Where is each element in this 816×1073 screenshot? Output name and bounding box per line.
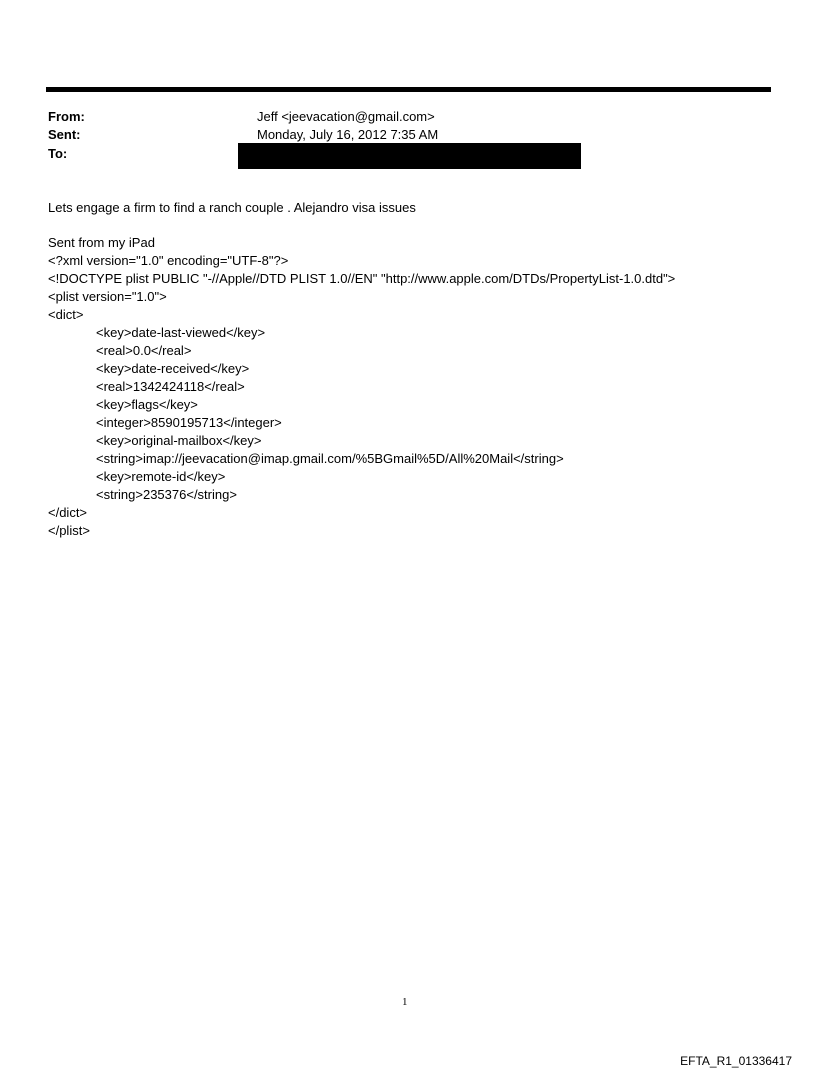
signature-text: Sent from my iPad: [48, 235, 155, 250]
dict-line: <string>235376</string>: [96, 487, 237, 502]
dict-line: <integer>8590195713</integer>: [96, 415, 282, 430]
dict-line: <real>1342424118</real>: [96, 379, 245, 394]
page-number: 1: [402, 996, 408, 1008]
dict-line: <key>date-received</key>: [96, 361, 250, 376]
from-label: From:: [48, 109, 85, 124]
dict-line: <real>0.0</real>: [96, 343, 192, 358]
from-value: Jeff <jeevacation@gmail.com>: [257, 109, 435, 124]
dict-line: <string>imap://jeevacation@imap.gmail.com/%5BGmail%5D/All%20Mail</string>: [96, 451, 564, 466]
plist-open-line: <plist version="1.0">: [48, 289, 167, 304]
redaction-block: [238, 143, 581, 169]
dict-close-line: </dict>: [48, 505, 88, 520]
plist-close-line: </plist>: [48, 523, 90, 538]
dict-line: <key>flags</key>: [96, 397, 198, 412]
dict-line: <key>remote-id</key>: [96, 469, 226, 484]
dict-line: <key>date-last-viewed</key>: [96, 325, 266, 340]
xml-declaration: <?xml version="1.0" encoding="UTF-8"?>: [48, 253, 289, 268]
dict-line: <key>original-mailbox</key>: [96, 433, 262, 448]
doctype-line: <!DOCTYPE plist PUBLIC "-//Apple//DTD PLIST 1.0//EN" "http://www.apple.com/DTDs/PropertyList-1.0.dtd">: [48, 271, 676, 286]
sent-label: Sent:: [48, 127, 81, 142]
header-rule: [46, 87, 771, 92]
sent-value: Monday, July 16, 2012 7:35 AM: [257, 127, 439, 142]
message-text: Lets engage a firm to find a ranch couple . Alejandro visa issues: [48, 200, 416, 215]
to-label: To:: [48, 146, 68, 161]
dict-open-line: <dict>: [48, 307, 84, 322]
document-id: EFTA_R1_01336417: [680, 1054, 792, 1068]
